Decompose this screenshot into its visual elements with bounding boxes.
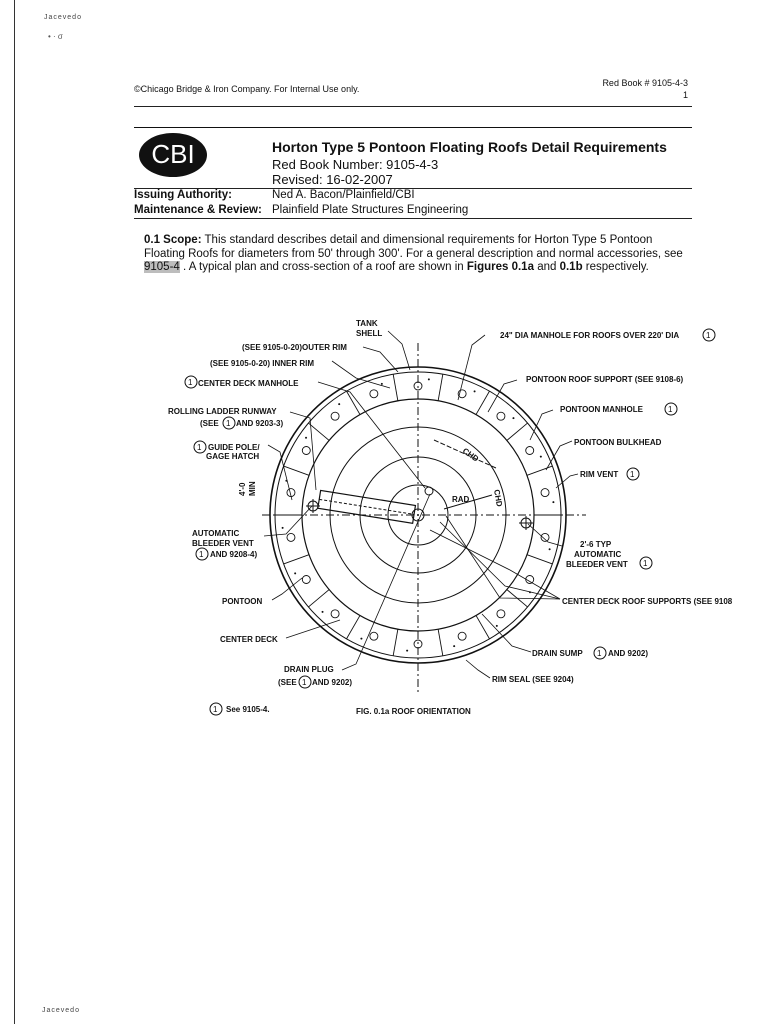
- pontoon-roof-support-dot: [360, 638, 362, 640]
- pontoon-roof-support-dot: [428, 378, 430, 380]
- label-automatic-left: AUTOMATIC: [192, 529, 240, 538]
- figure-footnote: See 9105-4.: [226, 705, 270, 714]
- pontoon-roof-support-dot: [294, 572, 296, 574]
- svg-text:1: 1: [226, 419, 231, 428]
- svg-text:1: 1: [213, 705, 218, 714]
- page-number: 1: [682, 90, 688, 100]
- label-drain-plug-see: (SEE: [278, 678, 297, 687]
- footnote-marker-icon: [703, 329, 715, 341]
- pontoon-manhole-symbol: [370, 632, 378, 640]
- scope-and: and: [537, 261, 557, 273]
- pontoon-bulkhead-line: [284, 555, 309, 564]
- label-24-manhole: 24" DIA MANHOLE FOR ROOFS OVER 220' DIA: [500, 331, 680, 340]
- maintenance-value: Plainfield Plate Structures Engineering: [272, 204, 469, 216]
- figure-ref-b: 0.1b: [559, 261, 583, 273]
- label-drain-plug-ref: AND 9202): [312, 678, 353, 687]
- label-center-deck-manhole: CENTER DECK MANHOLE: [198, 379, 299, 388]
- label-automatic-right: AUTOMATIC: [574, 550, 622, 559]
- label-center-deck: CENTER DECK: [220, 635, 278, 644]
- footnote-marker-icon: [185, 376, 197, 388]
- copyright-header: ©Chicago Bridge & Iron Company. For Internal Use only.: [134, 84, 360, 94]
- footnote-marker-icon: [194, 441, 206, 453]
- footnote-marker-icon: [594, 647, 606, 659]
- scan-specks: • · σ: [48, 32, 63, 41]
- label-typ: 2'-6 TYP: [580, 540, 612, 549]
- figure-ref-a: Figures 0.1a: [466, 261, 534, 273]
- label-drain-plug: DRAIN PLUG: [284, 665, 334, 674]
- pontoon-manhole-symbol: [526, 447, 534, 455]
- label-guide-pole: GUIDE POLE/: [208, 443, 260, 452]
- scope-reference: 9105-4: [144, 261, 180, 273]
- maintenance-label: Maintenance & Review:: [134, 204, 262, 216]
- cbi-logo-text: CBI: [151, 139, 195, 169]
- label-gage-hatch: GAGE HATCH: [206, 452, 260, 461]
- pontoon-bulkhead-line: [507, 423, 528, 440]
- pontoon-manhole-symbol: [541, 489, 549, 497]
- label-pontoon: PONTOON: [222, 597, 263, 606]
- pontoon-roof-support-dot: [474, 390, 476, 392]
- label-rad: RAD: [452, 495, 470, 504]
- pontoon-bulkhead-line: [393, 374, 398, 401]
- pontoon-roof-support-dot: [381, 383, 383, 385]
- pontoon-roof-support-dot: [552, 501, 554, 503]
- pontoon-bulkhead-line: [527, 555, 552, 564]
- revised-date: Revised: 16-02-2007: [272, 172, 393, 187]
- svg-text:1: 1: [597, 649, 602, 658]
- pontoon-manhole-symbol: [497, 610, 505, 618]
- label-chd: CHD: [460, 446, 481, 464]
- label-bleeder-vent-left: BLEEDER VENT: [192, 539, 254, 548]
- red-book-number: Red Book # 9105-4-3: [602, 78, 688, 88]
- label-min-dim: 4'-0: [238, 482, 247, 496]
- svg-text:1: 1: [643, 559, 648, 568]
- scan-corner-mark-top: Jacevedo: [44, 14, 82, 21]
- label-outer-rim: (SEE 9105-0-20)OUTER RIM: [242, 343, 347, 352]
- scope-heading: 0.1 Scope:: [144, 234, 202, 246]
- svg-text:1: 1: [199, 550, 204, 559]
- label-pontoon-bulkhead: PONTOON BULKHEAD: [574, 438, 662, 447]
- pontoon-manhole-symbol: [331, 610, 339, 618]
- label-inner-rim: (SEE 9105-0-20) INNER RIM: [210, 359, 315, 368]
- label-ladder-see: (SEE: [200, 419, 219, 428]
- pontoon-bulkhead-line: [476, 615, 490, 638]
- pontoon-roof-support-dot: [282, 527, 284, 529]
- pontoon-roof-support-dot: [549, 548, 551, 550]
- figure-caption: FIG. 0.1a ROOF ORIENTATION: [356, 707, 471, 716]
- pontoon-roof-support-dot: [406, 650, 408, 652]
- label-bleeder-vent-right: BLEEDER VENT: [566, 560, 628, 569]
- pontoon-roof-support-dot: [496, 625, 498, 627]
- pontoon-roof-support-dot: [453, 645, 455, 647]
- pontoon-manhole-symbol: [458, 632, 466, 640]
- drain-plug-symbol: [425, 487, 433, 495]
- pontoon-manhole-symbol: [302, 447, 310, 455]
- scope-text-1: This standard describes detail and dimensional requirements for Horton Type 5 Pontoon Floating Roofs for diameters from 50' through 300'. For a general description and normal accessories, see: [144, 234, 683, 260]
- label-min: MIN: [248, 481, 257, 496]
- pontoon-bulkhead-line: [347, 615, 361, 638]
- footnote-marker-icon: [665, 403, 677, 415]
- label-ladder-runway: ROLLING LADDER RUNWAY: [168, 407, 277, 416]
- pontoon-bulkhead-line: [438, 374, 443, 401]
- svg-text:1: 1: [302, 678, 307, 687]
- pontoon-bulkhead-line: [308, 590, 329, 607]
- label-chd-2: CHD: [492, 488, 504, 508]
- scan-corner-mark-bottom: Jacevedo: [42, 1007, 80, 1014]
- pontoon-roof-support-dot: [305, 437, 307, 439]
- pontoon-manhole-symbol: [331, 412, 339, 420]
- footnote-marker-icon: [640, 557, 652, 569]
- label-ladder-ref: AND 9203-3): [236, 419, 284, 428]
- scope-text-3: respectively.: [585, 261, 649, 273]
- footnote-marker-icon: [223, 417, 235, 429]
- pontoon-manhole-symbol: [302, 576, 310, 584]
- pontoon-roof-support-dot: [322, 611, 324, 613]
- svg-text:1: 1: [188, 378, 193, 387]
- pontoon-manhole-symbol: [541, 533, 549, 541]
- pontoon-roof-support-dot: [338, 403, 340, 405]
- document-title: Horton Type 5 Pontoon Floating Roofs Detail Requirements: [272, 139, 667, 155]
- label-shell: SHELL: [356, 329, 383, 338]
- label-drain-sump-ref: AND 9202): [608, 649, 649, 658]
- scope-text-2: . A typical plan and cross-section of a roof are shown in: [183, 261, 464, 273]
- svg-text:1: 1: [630, 470, 635, 479]
- red-book-number-line: Red Book Number: 9105-4-3: [272, 157, 439, 172]
- label-pontoon-manhole: PONTOON MANHOLE: [560, 405, 643, 414]
- footnote-marker-icon: [210, 703, 222, 715]
- label-tank: TANK: [356, 319, 378, 328]
- svg-text:1: 1: [706, 331, 711, 340]
- svg-text:1: 1: [668, 405, 673, 414]
- issuing-authority-label: Issuing Authority:: [134, 189, 232, 201]
- label-rim-vent: RIM VENT: [580, 470, 619, 479]
- pontoon-roof-support-dot: [512, 417, 514, 419]
- footnote-marker-icon: [196, 548, 208, 560]
- pontoon-manhole-symbol: [370, 390, 378, 398]
- label-drain-sump: DRAIN SUMP: [532, 649, 583, 658]
- pontoon-manhole-symbol: [497, 412, 505, 420]
- label-rim-seal: RIM SEAL (SEE 9204): [492, 675, 574, 684]
- pontoon-roof-support-dot: [540, 456, 542, 458]
- label-pontoon-roof-support: PONTOON ROOF SUPPORT (SEE 9108-6): [526, 375, 684, 384]
- svg-text:1: 1: [197, 443, 202, 452]
- footnote-marker-icon: [627, 468, 639, 480]
- label-bleeder-ref-left: AND 9208-4): [210, 550, 258, 559]
- footnote-marker-icon: [299, 676, 311, 688]
- pontoon-bulkhead-line: [476, 391, 490, 414]
- pontoon-bulkhead-line: [438, 629, 443, 656]
- issuing-authority-value: Ned A. Bacon/Plainfield/CBI: [272, 189, 415, 201]
- label-center-deck-supports: CENTER DECK ROOF SUPPORTS (SEE 9108: [562, 597, 733, 606]
- pontoon-bulkhead-line: [527, 466, 552, 475]
- pontoon-manhole-symbol: [287, 533, 295, 541]
- pontoon-bulkhead-line: [393, 629, 398, 656]
- pontoon-bulkhead-line: [284, 466, 309, 475]
